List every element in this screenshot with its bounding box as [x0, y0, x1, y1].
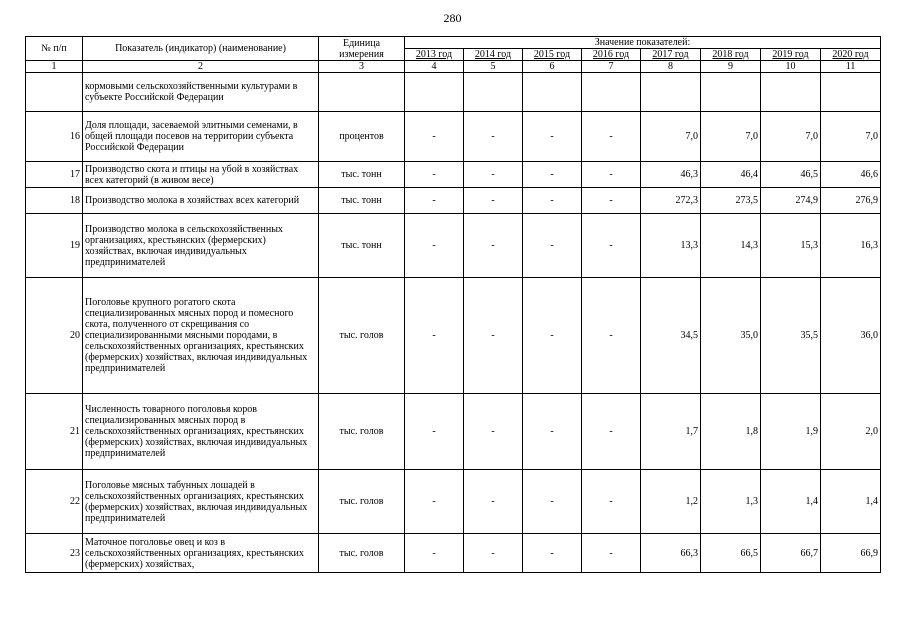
- value-cell: 1,9: [761, 394, 821, 470]
- value-cell: -: [582, 214, 641, 278]
- value-cell: 46,4: [701, 162, 761, 188]
- unit-cell: тыс. голов: [319, 534, 405, 573]
- header-values: Значение показателей:: [405, 37, 881, 49]
- value-cell: 7,0: [701, 112, 761, 162]
- value-cell: -: [582, 278, 641, 394]
- header-year-2014: 2014 год: [464, 49, 523, 61]
- indicator-name: Поголовье мясных табунных лошадей в сельскохозяйственных организациях, крестьянских (фермерских) хозяйствах, включая индивидуальных предпринимателей: [83, 470, 319, 534]
- row-number: 18: [26, 188, 83, 214]
- header-year-2019: 2019 год: [761, 49, 821, 61]
- value-cell: 273,5: [701, 188, 761, 214]
- value-cell: 13,3: [641, 214, 701, 278]
- table-row: [26, 534, 881, 573]
- value-cell: -: [405, 188, 464, 214]
- row-number: 20: [26, 278, 83, 394]
- value-cell: [523, 73, 582, 112]
- value-cell: 7,0: [641, 112, 701, 162]
- value-cell: -: [523, 214, 582, 278]
- value-cell: -: [464, 470, 523, 534]
- value-cell: 15,3: [761, 214, 821, 278]
- value-cell: -: [405, 470, 464, 534]
- table-row: [26, 214, 881, 278]
- indicator-name: Производство молока в хозяйствах всех категорий: [83, 188, 319, 214]
- value-cell: -: [405, 394, 464, 470]
- value-cell: 1,8: [701, 394, 761, 470]
- header-year-2016: 2016 год: [582, 49, 641, 61]
- value-cell: -: [582, 534, 641, 573]
- value-cell: 276,9: [821, 188, 881, 214]
- indicator-name: Производство скота и птицы на убой в хозяйствах всех категорий (в живом весе): [83, 162, 319, 188]
- table-row: [26, 73, 881, 112]
- value-cell: -: [405, 278, 464, 394]
- row-number: 16: [26, 112, 83, 162]
- table-body: [26, 73, 881, 573]
- table-row: [26, 162, 881, 188]
- value-cell: 1,7: [641, 394, 701, 470]
- value-cell: 66,5: [701, 534, 761, 573]
- value-cell: [701, 73, 761, 112]
- header-number: № п/п: [26, 37, 83, 61]
- column-number: 6: [523, 61, 582, 73]
- row-number: [26, 73, 83, 112]
- value-cell: 14,3: [701, 214, 761, 278]
- column-numbers-row: [26, 61, 881, 73]
- table-row: [26, 278, 881, 394]
- unit-cell: тыс. тонн: [319, 162, 405, 188]
- header-indicator: Показатель (индикатор) (наименование): [83, 37, 319, 61]
- value-cell: -: [523, 470, 582, 534]
- value-cell: -: [582, 470, 641, 534]
- value-cell: 7,0: [821, 112, 881, 162]
- value-cell: -: [464, 394, 523, 470]
- value-cell: 274,9: [761, 188, 821, 214]
- value-cell: -: [464, 214, 523, 278]
- indicator-name: кормовыми сельскохозяйственными культурами в субъекте Российской Федерации: [83, 73, 319, 112]
- value-cell: -: [464, 278, 523, 394]
- indicator-name: Численность товарного поголовья коров специализированных мясных пород в сельскохозяйственных организациях, крестьянских (фермерских) хозяйствах, включая индивидуальных предпринимателей: [83, 394, 319, 470]
- value-cell: -: [523, 394, 582, 470]
- value-cell: 66,3: [641, 534, 701, 573]
- value-cell: -: [464, 162, 523, 188]
- page-number: 280: [443, 11, 462, 25]
- table-row: [26, 470, 881, 534]
- unit-cell: тыс. голов: [319, 278, 405, 394]
- value-cell: 34,5: [641, 278, 701, 394]
- value-cell: -: [582, 162, 641, 188]
- unit-cell: тыс. тонн: [319, 214, 405, 278]
- indicator-name: Производство молока в сельскохозяйственных организациях, крестьянских (фермерских) хозяйствах, включая индивидуальных предпринимателей: [83, 214, 319, 278]
- value-cell: -: [582, 112, 641, 162]
- header-year-2017: 2017 год: [641, 49, 701, 61]
- unit-cell: [319, 73, 405, 112]
- value-cell: 46,3: [641, 162, 701, 188]
- value-cell: -: [405, 214, 464, 278]
- value-cell: 2,0: [821, 394, 881, 470]
- value-cell: -: [582, 394, 641, 470]
- column-number: 4: [405, 61, 464, 73]
- row-number: 22: [26, 470, 83, 534]
- value-cell: -: [523, 534, 582, 573]
- row-number: 21: [26, 394, 83, 470]
- indicator-name: Маточное поголовье овец и коз в сельскохозяйственных организациях, крестьянских (фермерских) хозяйствах,: [83, 534, 319, 573]
- value-cell: 36,0: [821, 278, 881, 394]
- value-cell: [464, 73, 523, 112]
- value-cell: 1,4: [761, 470, 821, 534]
- indicators-table: [25, 36, 881, 573]
- value-cell: -: [464, 534, 523, 573]
- table-row: [26, 394, 881, 470]
- value-cell: [821, 73, 881, 112]
- value-cell: -: [405, 534, 464, 573]
- value-cell: 1,3: [701, 470, 761, 534]
- row-number: 17: [26, 162, 83, 188]
- value-cell: 7,0: [761, 112, 821, 162]
- column-number: 11: [821, 61, 881, 73]
- header-year-2018: 2018 год: [701, 49, 761, 61]
- unit-cell: тыс. голов: [319, 394, 405, 470]
- value-cell: -: [464, 188, 523, 214]
- value-cell: [582, 73, 641, 112]
- value-cell: [641, 73, 701, 112]
- value-cell: -: [523, 162, 582, 188]
- column-number: 7: [582, 61, 641, 73]
- header-unit: Единица измерения: [319, 37, 405, 61]
- header-year-2015: 2015 год: [523, 49, 582, 61]
- column-number: 5: [464, 61, 523, 73]
- value-cell: [405, 73, 464, 112]
- table-row: [26, 112, 881, 162]
- table-row: [26, 188, 881, 214]
- column-number: 10: [761, 61, 821, 73]
- column-number: 8: [641, 61, 701, 73]
- value-cell: [761, 73, 821, 112]
- value-cell: -: [464, 112, 523, 162]
- header-year-2013: 2013 год: [405, 49, 464, 61]
- value-cell: -: [523, 112, 582, 162]
- value-cell: -: [405, 162, 464, 188]
- value-cell: 16,3: [821, 214, 881, 278]
- value-cell: 272,3: [641, 188, 701, 214]
- value-cell: 1,4: [821, 470, 881, 534]
- column-number: 3: [319, 61, 405, 73]
- unit-cell: процентов: [319, 112, 405, 162]
- indicator-name: Поголовье крупного рогатого скота специализированных мясных пород и помесного скота, полученного от скрещивания со специализированными мясными породами, в сельскохозяйственных организациях, крестьянских (фермерских) хозяйствах, включая индивидуальных предпринимателей: [83, 278, 319, 394]
- row-number: 19: [26, 214, 83, 278]
- value-cell: 35,0: [701, 278, 761, 394]
- value-cell: -: [582, 188, 641, 214]
- value-cell: 1,2: [641, 470, 701, 534]
- value-cell: 66,7: [761, 534, 821, 573]
- value-cell: 66,9: [821, 534, 881, 573]
- value-cell: -: [523, 278, 582, 394]
- value-cell: -: [523, 188, 582, 214]
- header-year-2020: 2020 год: [821, 49, 881, 61]
- indicator-name: Доля площади, засеваемой элитными семенами, в общей площади посевов на территории субъекта Российской Федерации: [83, 112, 319, 162]
- table-header: [26, 37, 881, 73]
- row-number: 23: [26, 534, 83, 573]
- value-cell: 46,6: [821, 162, 881, 188]
- unit-cell: тыс. голов: [319, 470, 405, 534]
- value-cell: 35,5: [761, 278, 821, 394]
- column-number: 1: [26, 61, 83, 73]
- column-number: 2: [83, 61, 319, 73]
- column-number: 9: [701, 61, 761, 73]
- value-cell: -: [405, 112, 464, 162]
- value-cell: 46,5: [761, 162, 821, 188]
- unit-cell: тыс. тонн: [319, 188, 405, 214]
